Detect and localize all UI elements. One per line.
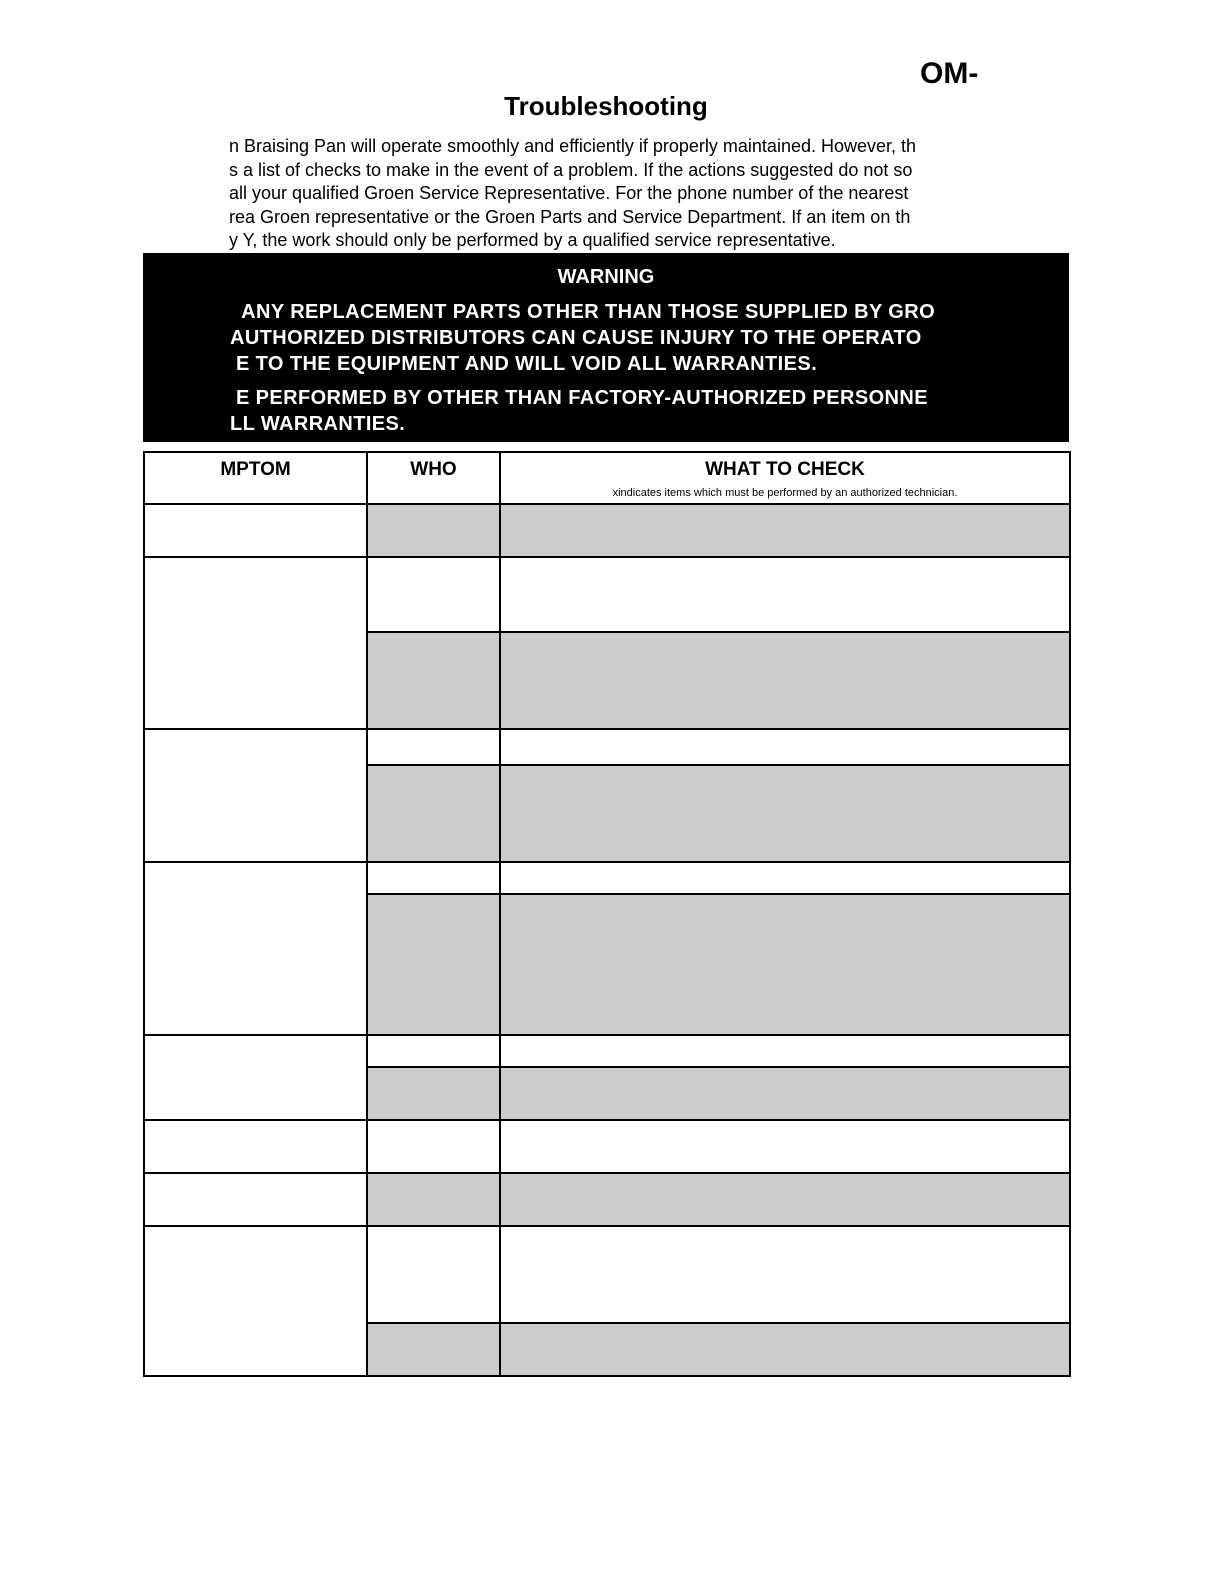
intro-line: y Y, the work should only be performed by a qualified service representative. xyxy=(229,230,836,250)
symptom-header-label: MPTOM xyxy=(220,459,291,480)
page-title: Troubleshooting xyxy=(504,91,708,121)
what-to-check-header xyxy=(500,452,1070,504)
who-cell xyxy=(367,504,500,557)
symptom-header xyxy=(144,452,367,504)
document-number: OM- xyxy=(920,57,979,90)
table-row xyxy=(144,1035,1070,1067)
warning-line: E PERFORMED BY OTHER THAN FACTORY-AUTHORIZED PERSONNE xyxy=(230,387,928,409)
warning-box xyxy=(143,253,1069,442)
who-cell xyxy=(367,765,500,862)
intro-line: n Braising Pan will operate smoothly and efficiently if properly maintained. However, th xyxy=(229,136,917,156)
table-row xyxy=(144,1226,1070,1323)
check-cell xyxy=(500,632,1070,729)
check-cell xyxy=(500,862,1070,894)
warning-line: LL WARRANTIES. xyxy=(230,413,406,435)
who-header xyxy=(367,452,500,504)
symptom-cell xyxy=(144,729,367,862)
table-row xyxy=(144,729,1070,765)
who-cell xyxy=(367,1323,500,1376)
symptom-cell xyxy=(144,1120,367,1173)
check-cell xyxy=(500,765,1070,862)
who-cell xyxy=(367,894,500,1035)
check-cell xyxy=(500,557,1070,632)
who-cell xyxy=(367,1035,500,1067)
intro-line: s a list of checks to make in the event of a problem. If the actions suggested do not so xyxy=(229,159,913,180)
table-row xyxy=(144,557,1070,632)
symptom-cell xyxy=(144,1226,367,1376)
check-cell xyxy=(500,1035,1070,1067)
table-row xyxy=(144,1173,1070,1226)
warning-line: AUTHORIZED DISTRIBUTORS CAN CAUSE INJURY TO THE OPERATO xyxy=(230,327,922,349)
check-cell xyxy=(500,1226,1070,1323)
check-cell xyxy=(500,1120,1070,1173)
what-to-check-label: WHAT TO CHECK xyxy=(705,459,865,480)
technician-note: xindicates items which must be performed by an authorized technician. xyxy=(612,487,958,499)
who-cell xyxy=(367,862,500,894)
who-cell xyxy=(367,557,500,632)
who-cell xyxy=(367,1067,500,1120)
who-cell xyxy=(367,1173,500,1226)
symptom-cell xyxy=(144,504,367,557)
warning-paragraph xyxy=(230,385,990,437)
who-cell xyxy=(367,632,500,729)
who-header-label: WHO xyxy=(410,459,457,480)
intro-line: rea Groen representative or the Groen Parts and Service Department. If an item on th xyxy=(229,206,911,227)
troubleshooting-table xyxy=(143,451,1071,1377)
symptom-cell xyxy=(144,1173,367,1226)
who-cell xyxy=(367,1120,500,1173)
warning-line: ANY REPLACEMENT PARTS OTHER THAN THOSE SUPPLIED BY GRO xyxy=(230,301,936,323)
symptom-cell xyxy=(144,557,367,729)
symptom-cell xyxy=(144,862,367,1035)
who-cell xyxy=(367,729,500,765)
intro-paragraph xyxy=(229,135,986,253)
warning-title: WARNING xyxy=(557,266,655,288)
table-row xyxy=(144,862,1070,894)
table-row xyxy=(144,1120,1070,1173)
table-header-row xyxy=(144,452,1070,504)
who-cell xyxy=(367,1226,500,1323)
check-cell xyxy=(500,894,1070,1035)
symptom-cell xyxy=(144,1035,367,1120)
check-cell xyxy=(500,1173,1070,1226)
table-row xyxy=(144,504,1070,557)
warning-line: E TO THE EQUIPMENT AND WILL VOID ALL WARRANTIES. xyxy=(230,353,818,375)
check-cell xyxy=(500,1323,1070,1376)
check-cell xyxy=(500,729,1070,765)
check-cell xyxy=(500,504,1070,557)
intro-line: all your qualified Groen Service Representative. For the phone number of the nearest xyxy=(229,183,909,203)
check-cell xyxy=(500,1067,1070,1120)
warning-paragraph xyxy=(230,299,990,377)
